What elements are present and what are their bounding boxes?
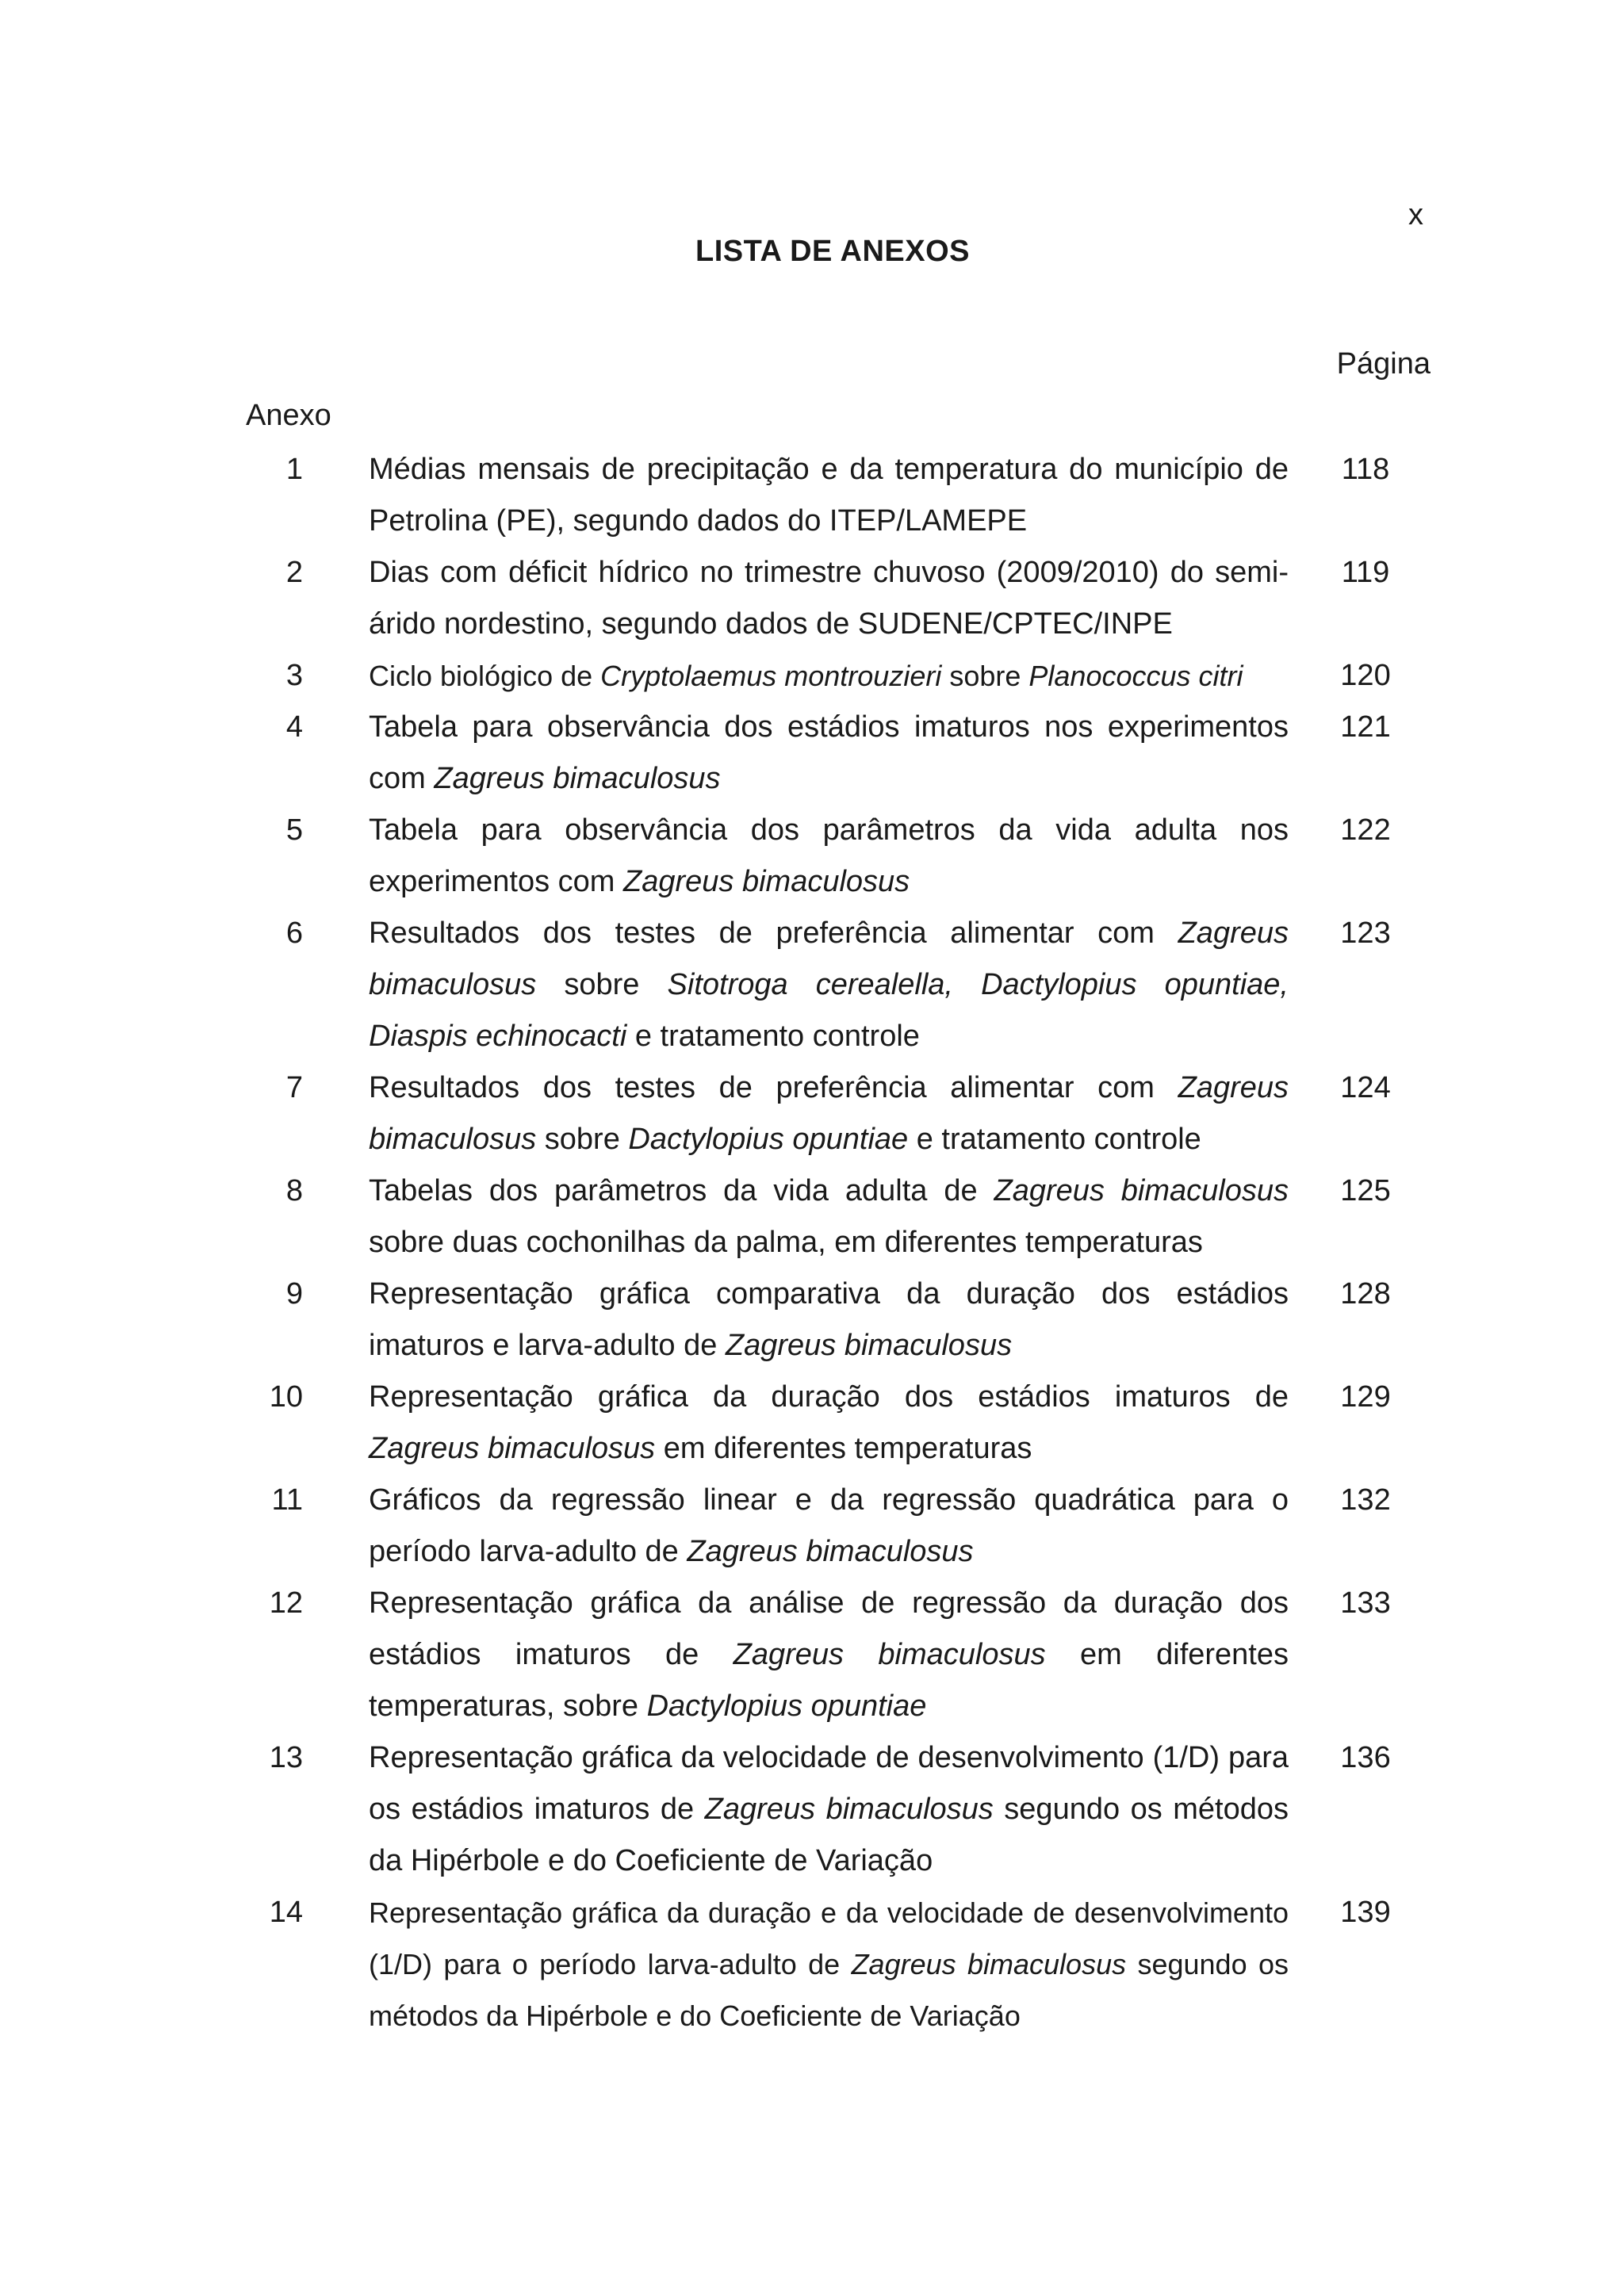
description-text: Representação gráfica da duração e da velocidade de desenvolvimento (1/D) para o período larva-adulto de [369,1896,1289,1980]
annex-number: 9 [285,1277,303,1311]
annex-description [369,1269,1289,1372]
annex-number: 14 [269,1896,303,1929]
annex-page-number: 122 [1340,813,1391,847]
annex-page-number: 139 [1340,1896,1391,1929]
description-text: Representação gráfica comparativa da duração dos estádios imaturos e larva-adulto de [369,1277,1289,1362]
description-text: sobre [941,660,1029,692]
description-text: e tratamento controle [626,1020,920,1053]
species-name: Zagreus bimaculosus [369,916,1289,1001]
description-text: Representação gráfica da velocidade de desenvolvimento (1/D) para os estádios imaturos de [369,1741,1289,1826]
page-number: x [1408,198,1423,232]
species-name: Dactylopius opuntiae [646,1689,927,1723]
annex-description [369,1372,1289,1475]
annex-description [369,1165,1289,1269]
annex-page-number: 121 [1340,710,1391,744]
annex-description [369,805,1289,908]
species-name: Planococcus citri [1028,660,1243,692]
annex-number: 10 [269,1380,303,1414]
annex-page-number: 123 [1340,916,1391,950]
description-text: Tabelas dos parâmetros da vida adulta de [369,1174,994,1207]
annex-entry [0,702,1624,805]
annex-description [369,1475,1289,1578]
species-name: Zagreus bimaculosus [687,1535,974,1568]
description-text: Representação gráfica da análise de regressão da duração dos estádios imaturos de [369,1586,1289,1671]
description-text: segundo os métodos da Hipérbole e do Coeficiente de Variação [369,1948,1289,2032]
annex-description [369,908,1289,1062]
annex-entry [0,650,1624,702]
description-text: em diferentes temperaturas [655,1432,1032,1465]
description-text: Médias mensais de precipitação e da temperatura do município de Petrolina (PE), segundo dados do ITEP/LAMEPE [369,453,1289,538]
description-text: sobre [536,1123,629,1156]
annex-number: 5 [285,813,303,847]
annex-page-number: 120 [1340,659,1391,692]
species-name: Zagreus bimaculosus [623,865,910,898]
species-name: Zagreus bimaculosus [725,1329,1013,1362]
annex-description [369,1732,1289,1887]
annex-number: 1 [285,453,303,486]
annex-list [0,444,1624,2042]
description-text: Resultados dos testes de preferência alimentar com [369,1071,1178,1104]
description-text: Resultados dos testes de preferência alimentar com [369,916,1178,950]
description-text: Tabela para observância dos parâmetros da vida adulta nos experimentos com [369,813,1289,898]
annex-number: 4 [285,710,303,744]
annex-description [369,1887,1289,2042]
annex-entry [0,1062,1624,1165]
annex-entry [0,1372,1624,1475]
annex-entry [0,1887,1624,2042]
species-name: Zagreus bimaculosus [369,1432,656,1465]
annex-number: 3 [285,659,303,692]
annex-page-number: 119 [1341,556,1390,589]
annex-entry [0,1269,1624,1372]
annex-number: 7 [285,1071,303,1104]
annex-page-number: 133 [1340,1586,1391,1620]
annex-page-number: 132 [1340,1483,1391,1517]
annex-number: 6 [285,916,303,950]
annex-page-number: 118 [1341,453,1390,486]
annex-page-number: 124 [1340,1071,1391,1104]
description-text: Ciclo biológico de [369,660,601,692]
column-header-annex: Anexo [246,399,331,432]
description-text: sobre [536,968,668,1001]
description-text: sobre duas cochonilhas da palma, em diferentes temperaturas [369,1226,1203,1259]
annex-description [369,1578,1289,1732]
species-name: Zagreus bimaculosus [369,1071,1289,1156]
description-text: Dias com déficit hídrico no trimestre chuvoso (2009/2010) do semi-árido nordestino, segundo dados de SUDENE/CPTEC/INPE [369,556,1289,641]
annex-entry [0,444,1624,547]
annex-entry [0,1732,1624,1887]
annex-description [369,650,1289,702]
species-name: Sitotroga cerealella, Dactylopius opuntiae, Diaspis echinocacti [369,968,1289,1053]
species-name: Zagreus bimaculosus [704,1793,994,1826]
species-name: Zagreus bimaculosus [434,762,721,795]
column-header-page: Página [1336,347,1431,381]
annex-number: 2 [285,556,303,589]
species-name: Dactylopius opuntiae [628,1123,909,1156]
annex-entry [0,1165,1624,1269]
annex-number: 13 [269,1741,303,1774]
annex-entry [0,805,1624,908]
description-text: Gráficos da regressão linear e da regressão quadrática para o período larva-adulto de [369,1483,1289,1568]
description-text: e tratamento controle [908,1123,1201,1156]
annex-page-number: 128 [1340,1277,1391,1311]
description-text: em diferentes temperaturas, sobre [369,1638,1289,1723]
annex-description [369,547,1289,650]
species-name: Zagreus bimaculosus [733,1638,1046,1671]
annex-page-number: 125 [1340,1174,1391,1207]
annex-entry [0,547,1624,650]
annex-entry [0,908,1624,1062]
species-name: Zagreus bimaculosus [994,1174,1289,1207]
page-title: LISTA DE ANEXOS [695,235,970,268]
species-name: Zagreus bimaculosus [851,1948,1127,1980]
description-text: segundo os métodos da Hipérbole e do Coeficiente de Variação [369,1793,1289,1877]
description-text: Representação gráfica da duração dos estádios imaturos de [369,1380,1289,1414]
description-text: Tabela para observância dos estádios imaturos nos experimentos com [369,710,1289,795]
annex-page-number: 136 [1340,1741,1391,1774]
annex-description [369,444,1289,547]
annex-number: 8 [285,1174,303,1207]
annex-number: 11 [271,1483,303,1517]
annex-page-number: 129 [1340,1380,1391,1414]
annex-number: 12 [269,1586,303,1620]
annex-entry [0,1578,1624,1732]
annex-entry [0,1475,1624,1578]
annex-description [369,1062,1289,1165]
annex-description [369,702,1289,805]
species-name: Cryptolaemus montrouzieri [600,660,942,692]
